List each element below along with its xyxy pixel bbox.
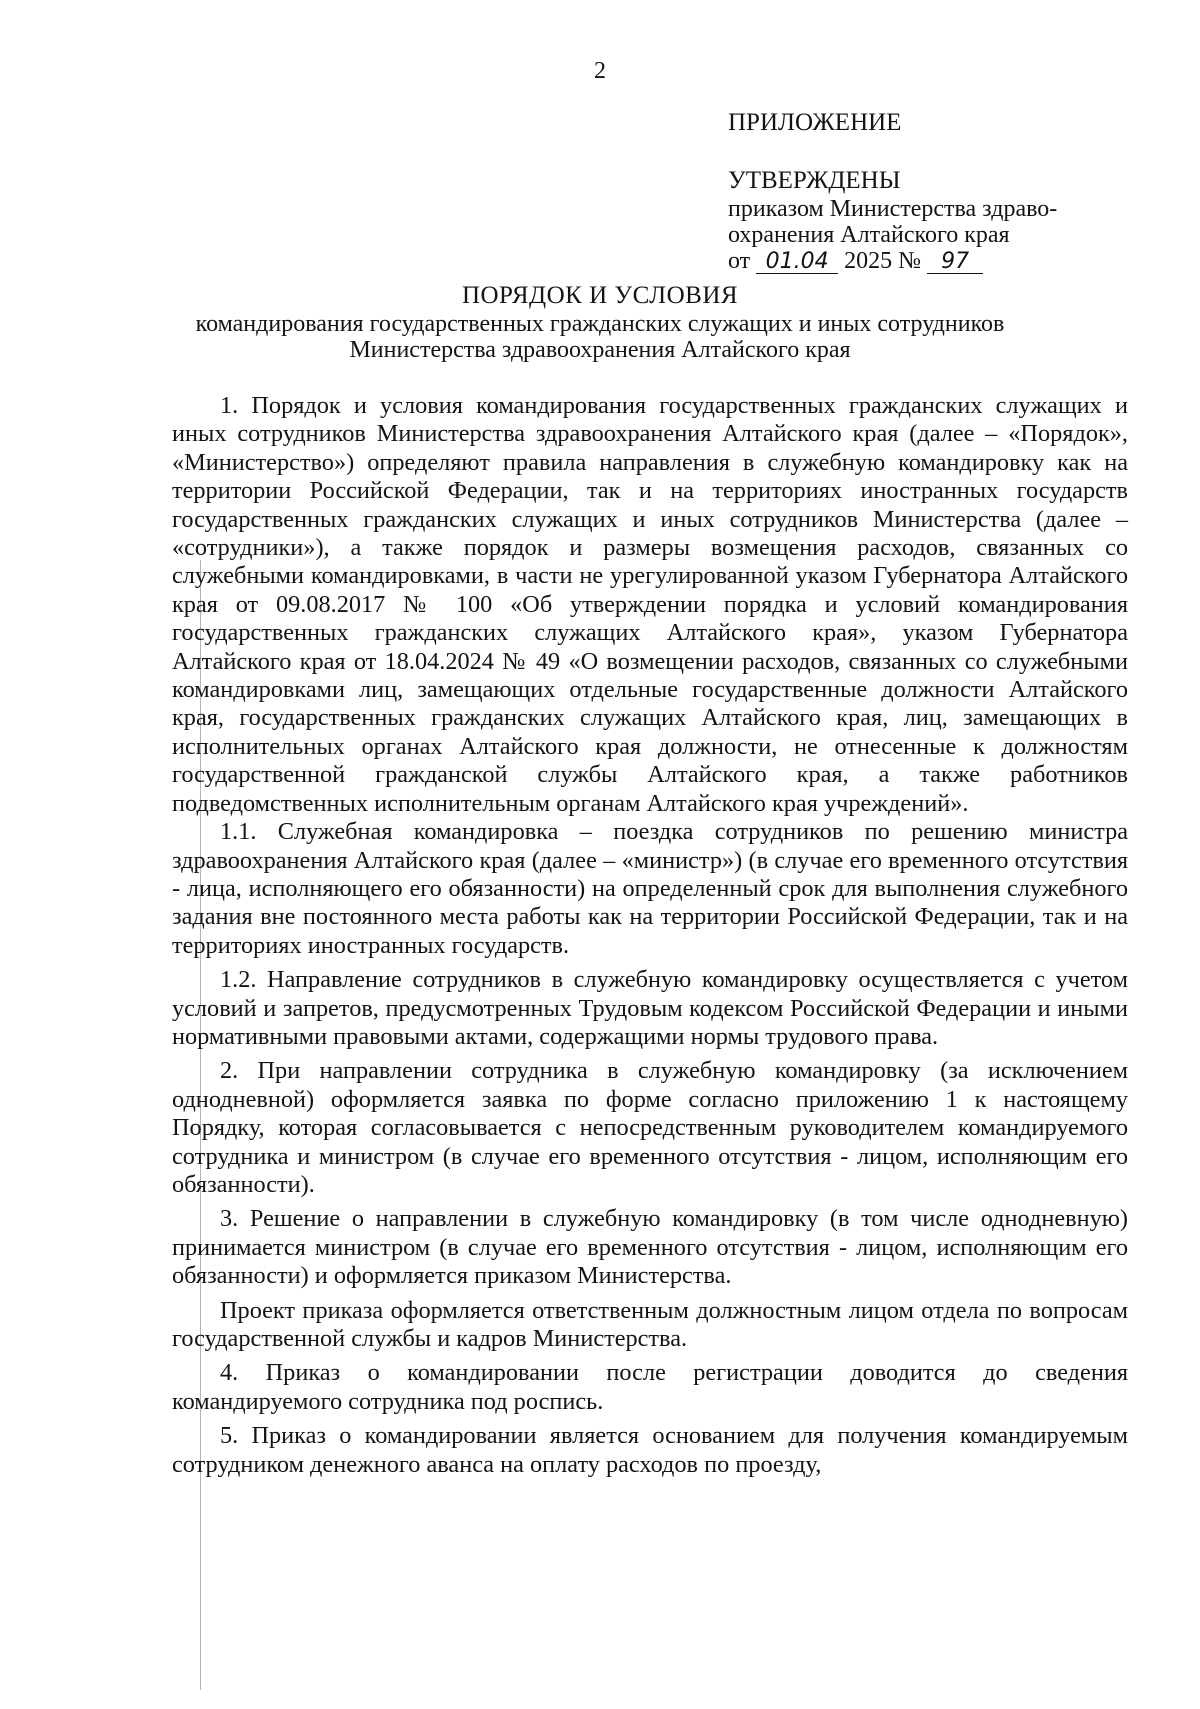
- paragraph-3-draft: Проект приказа оформляется ответственным должностным лицом отдела по вопросам государственной службы и кадров Министерства.: [172, 1296, 1128, 1352]
- handwritten-order-number: 97: [927, 251, 983, 274]
- paragraph-1: 1. Порядок и условия командирования государственных гражданских служащих и иных сотрудников Министерства здравоохранения Алтайского края (далее – «Порядок», «Министерство») определяют правила направления в служебную командировку как на территории Российской Федерации, так и на территориях иностранных государств государственных гражданских служащих и иных сотрудников Министерства (далее – «сотрудники»), а также порядок и размеры возмещения расходов, связанных со служебными командировками, в части не урегулированной указом Губернатора Алтайского края от 09.08.2017 № 100 «Об утверждении порядка и условий командирования государственных гражданских служащих Алтайского края», указом Губернатора Алтайского края от 18.04.2024 № 49 «О возмещении расходов, связанных со служебными командировками лиц, замещающих отдельные государственные должности Алтайского края, государственных гражданских служащих Алтайского края, лиц, замещающих в исполнительных органах Алтайского края должности, не отнесенные к должностям государственной гражданской службы Алтайского края, а также работников подведомственных исполнительным органам Алтайского края учреждений».: [172, 392, 1128, 817]
- paragraph-5: 5. Приказ о командировании является основанием для получения командируемым сотрудником денежного аванса на оплату расходов по проезду,: [172, 1422, 1128, 1478]
- paragraph-3: 3. Решение о направлении в служебную командировку (в том числе однодневную) принимается министром (в случае его временного отсутствия - лицом, исполняющим его обязанности) и оформляется приказом Министерства.: [172, 1205, 1128, 1290]
- appendix-label: ПРИЛОЖЕНИЕ: [728, 109, 902, 136]
- approval-date-line: [728, 248, 1148, 274]
- approval-line-2: охранения Алтайского края: [728, 222, 1010, 248]
- date-prefix: от: [728, 248, 751, 274]
- document-body: [172, 392, 1128, 1479]
- paragraph-4: 4. Приказ о командировании после регистрации доводится до сведения командируемого сотрудника под роспись.: [172, 1359, 1128, 1415]
- approved-label: УТВЕРЖДЕНЫ: [728, 167, 901, 194]
- document-subtitle-line-1: командирования государственных гражданских служащих и иных сотрудников: [195, 311, 1005, 337]
- handwritten-date: 01.04: [756, 251, 838, 274]
- document-subtitle-line-2: Министерства здравоохранения Алтайского края: [349, 337, 851, 363]
- document-title-block: [0, 281, 1200, 363]
- paragraph-1-1: 1.1. Служебная командировка – поездка сотрудников по решению министра здравоохранения Алтайского края (далее – «министр») (в случае его временного отсутствия - лица, исполняющего его обязанности) на определенный срок для выполнения служебного задания вне постоянного места работы как на территории Российской Федерации, так и на территориях иностранных государств.: [172, 818, 1128, 959]
- year-and-number-label: 2025 №: [844, 248, 922, 274]
- page-number: 2: [594, 58, 606, 84]
- paragraph-1-2: 1.2. Направление сотрудников в служебную командировку осуществляется с учетом условий и запретов, предусмотренных Трудовым кодексом Российской Федерации и иными нормативными правовыми актами, содержащими нормы трудового права.: [172, 966, 1128, 1050]
- approval-line-1: приказом Министерства здраво-: [728, 196, 1058, 222]
- document-title: ПОРЯДОК И УСЛОВИЯ: [461, 282, 739, 309]
- paragraph-2: 2. При направлении сотрудника в служебную командировку (за исключением однодневной) оформляется заявка по форме согласно приложению 1 к настоящему Порядку, которая согласовывается с непосредственным руководителем командируемого сотрудника и министром (в случае его временного отсутствия - лицом, исполняющим его обязанности).: [172, 1057, 1128, 1198]
- approval-stamp: [728, 106, 1148, 274]
